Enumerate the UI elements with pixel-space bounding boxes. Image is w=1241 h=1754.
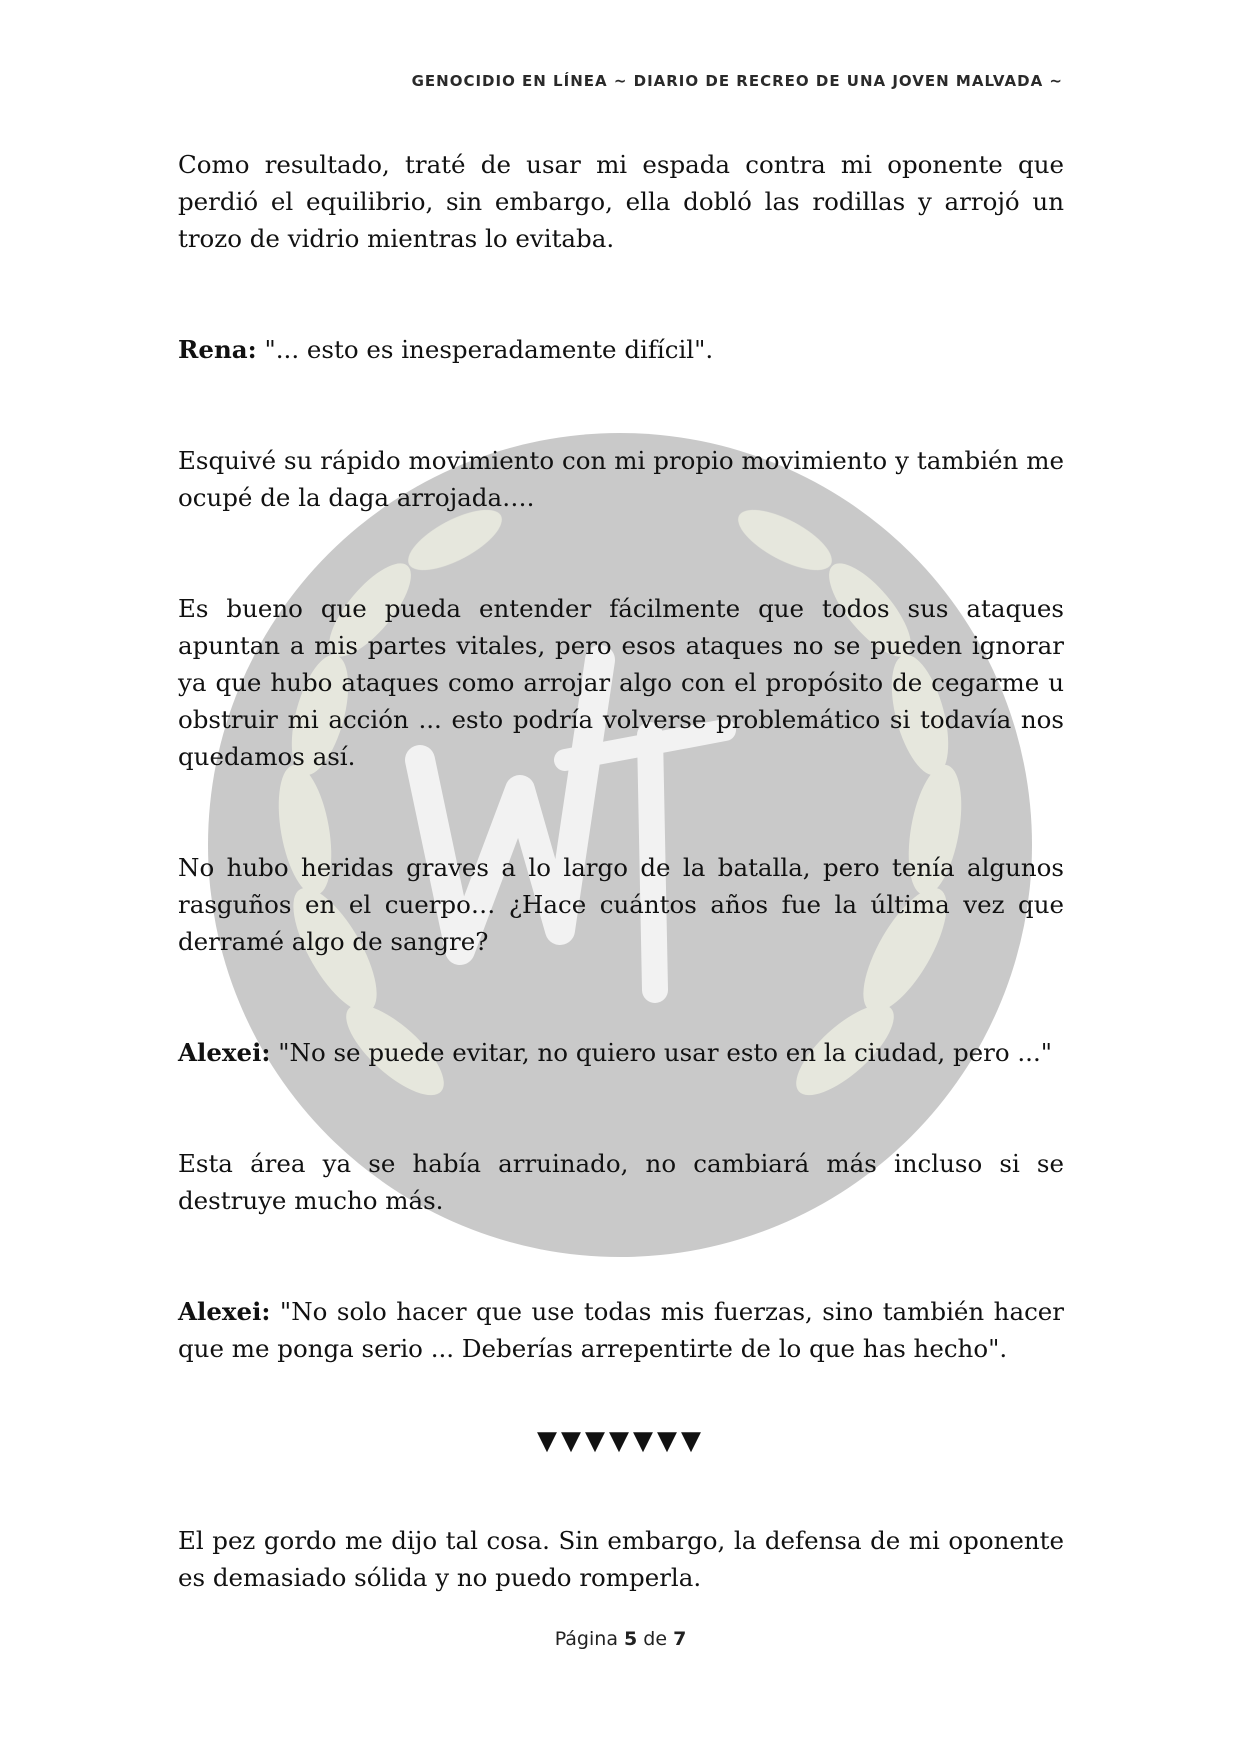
dialogue-line — [178, 1034, 1064, 1071]
dialogue-text: "No se puede evitar, no quiero usar esto en la ciudad, pero ..." — [270, 1038, 1053, 1067]
speaker-name: Rena: — [178, 335, 257, 364]
paragraph: Es bueno que pueda entender fácilmente que todos sus ataques apuntan a mis partes vitales, pero esos ataques no se pueden ignorar ya que hubo ataques como arrojar algo con el propósito de cegarme u obstruir mi acción ... esto podría volverse problemático si todavía nos quedamos así. — [178, 594, 1064, 771]
paragraph: El pez gordo me dijo tal cosa. Sin embargo, la defensa de mi oponente es demasiado sólida y no puedo romperla. — [178, 1526, 1064, 1592]
dialogue-text: "... esto es inesperadamente difícil". — [256, 335, 714, 364]
running-header: GENOCIDIO EN LÍNEA ~ DIARIO DE RECREO DE UNA JOVEN MALVADA ~ — [411, 72, 1063, 90]
speaker-name: Alexei: — [178, 1038, 271, 1067]
paragraph: Esquivé su rápido movimiento con mi propio movimiento y también me ocupé de la daga arrojada…. — [178, 446, 1064, 512]
dialogue-line — [178, 331, 1064, 368]
scene-divider: ▼▼▼▼▼▼▼ — [537, 1426, 705, 1456]
page-of: de — [637, 1628, 674, 1650]
speaker-name: Alexei: — [178, 1297, 271, 1326]
paragraph: No hubo heridas graves a lo largo de la batalla, pero tenía algunos rasguños en el cuerpo… ¿Hace cuántos años fue la última vez que derramé algo de sangre? — [178, 853, 1064, 956]
dialogue-line — [178, 1293, 1064, 1367]
page-label: Página — [554, 1628, 624, 1650]
page-number — [0, 1628, 1241, 1650]
paragraph: Esta área ya se había arruinado, no cambiará más incluso si se destruye mucho más. — [178, 1149, 1064, 1215]
current-page: 5 — [624, 1628, 638, 1650]
paragraph: Como resultado, traté de usar mi espada contra mi oponente que perdió el equilibrio, sin embargo, ella dobló las rodillas y arrojó un trozo de vidrio mientras lo evitaba. — [178, 150, 1064, 253]
page-body — [178, 146, 1064, 1596]
total-pages: 7 — [673, 1628, 687, 1650]
dialogue-text: "No solo hacer que use todas mis fuerzas, sino también hacer que me ponga serio ... Deberías arrepentirte de lo que has hecho". — [178, 1297, 1064, 1363]
